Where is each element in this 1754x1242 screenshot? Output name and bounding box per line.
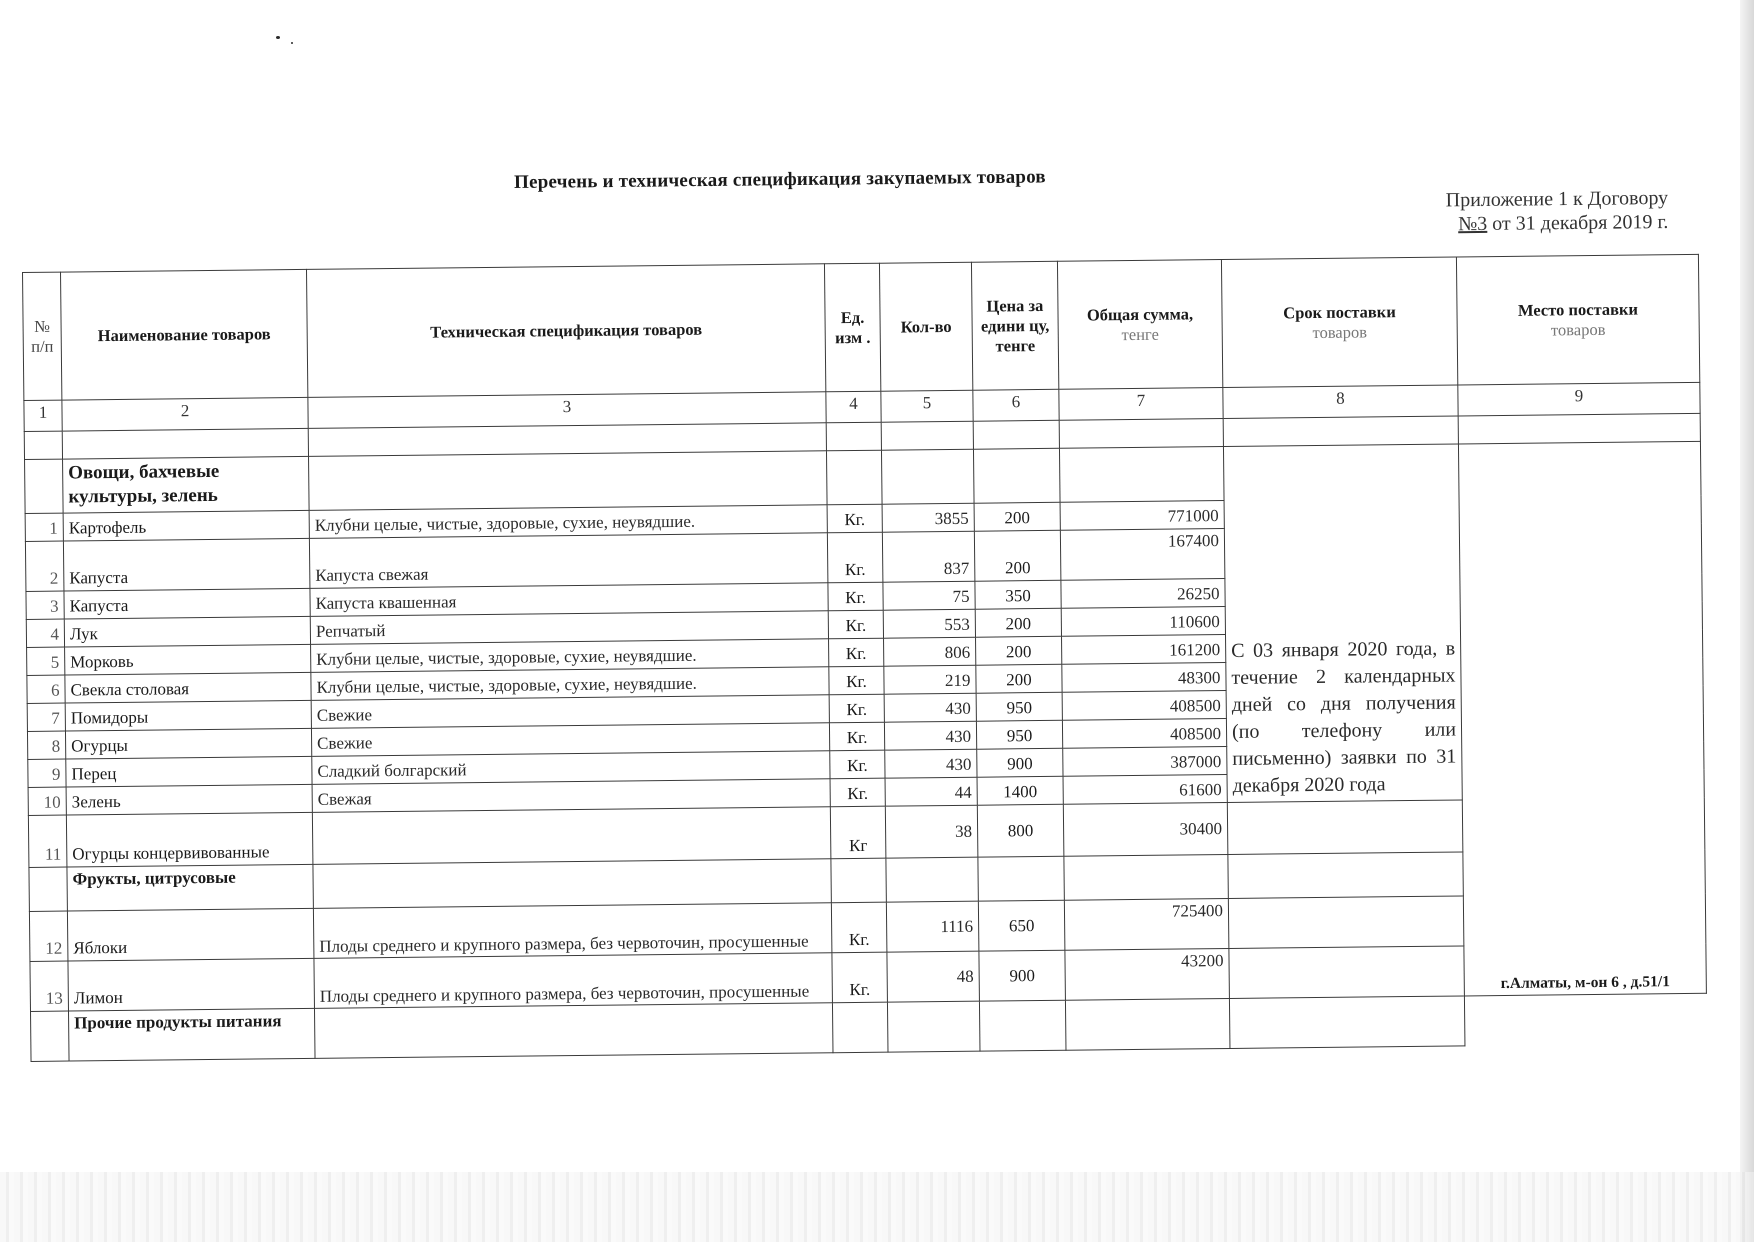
header-term-line2: товаров (1312, 321, 1368, 342)
row-qty: 3855 (882, 503, 974, 532)
row-spec (312, 807, 831, 865)
specification-table (22, 254, 1707, 1062)
row-qty: 219 (884, 665, 976, 694)
column-number: 1 (24, 400, 62, 431)
row-spec: Капуста свежая (309, 533, 828, 589)
row-unit: Кг. (832, 952, 888, 1003)
row-number: 3 (26, 591, 64, 619)
row-name: Огурцы (65, 728, 311, 759)
row-total: 771000 (1060, 501, 1224, 531)
row-total: 167400 (1060, 529, 1225, 581)
column-number: 5 (881, 390, 973, 422)
header-place-line2: товаров (1550, 319, 1606, 339)
row-unit: Кг. (830, 778, 885, 807)
row-unit: Кг. (827, 504, 882, 533)
row-qty: 48 (887, 951, 980, 1002)
section-title-vegetables: Овощи, бахчевые культуры, зелень (63, 456, 310, 513)
term-empty-cell (1228, 896, 1464, 949)
row-price: 1400 (977, 776, 1063, 805)
row-qty: 430 (885, 749, 977, 778)
header-term (1221, 257, 1457, 388)
section-title-other: Прочие продукты питания (68, 1008, 315, 1061)
header-name: Наименование товаров (61, 269, 308, 400)
column-number: 4 (826, 391, 881, 423)
row-unit: Кг (830, 806, 886, 859)
row-qty: 837 (882, 531, 975, 582)
column-number: 9 (1458, 382, 1700, 416)
row-price: 200 (976, 664, 1062, 693)
row-total: 161200 (1062, 634, 1226, 664)
appendix-line-1: Приложение 1 к Договору (1445, 186, 1669, 212)
header-unit: Ед. изм . (824, 263, 880, 392)
row-name: Морковь (65, 644, 311, 675)
row-price: 950 (976, 692, 1062, 721)
row-spec: Свежая (312, 779, 830, 813)
row-spec: Плоды среднего и крупного размера, без червоточин, просушенные (313, 903, 832, 959)
row-total: 26250 (1061, 579, 1225, 609)
row-number: 4 (26, 619, 64, 647)
row-qty: 44 (885, 777, 977, 806)
row-name: Зелень (66, 784, 312, 815)
row-spec: Сладкий болгарский (312, 751, 830, 785)
column-number: 3 (308, 392, 826, 429)
row-total: 408500 (1062, 718, 1226, 748)
row-number: 13 (30, 961, 69, 1011)
contract-number: №3 (1458, 212, 1488, 236)
row-name: Капуста (64, 588, 310, 619)
appendix-reference (1398, 186, 1668, 237)
contract-date: от 31 декабря 2019 г. (1487, 210, 1669, 235)
row-unit: Кг. (827, 532, 883, 583)
appendix-line-2 (1398, 210, 1668, 237)
row-qty: 553 (883, 609, 975, 638)
row-total: 408500 (1062, 690, 1226, 720)
document-title: Перечень и техническая спецификация закупаемых товаров (514, 166, 1046, 193)
scan-speck (276, 36, 280, 39)
row-spec: Клубни целые, чистые, здоровые, сухие, неувядшие. (311, 639, 829, 673)
specification-table-wrapper (22, 254, 1706, 1062)
header-total-line2: тенге (1121, 324, 1159, 344)
row-unit: Кг. (830, 750, 885, 779)
row-number: 2 (25, 541, 64, 591)
row-total: 387000 (1063, 746, 1227, 776)
scan-noise-bottom (0, 1172, 1754, 1242)
header-place-line1: Место поставки (1517, 299, 1639, 320)
row-price: 650 (978, 900, 1065, 951)
row-name: Яблоки (67, 908, 314, 961)
row-price: 200 (976, 636, 1062, 665)
row-spec: Репчатый (310, 611, 828, 645)
row-unit: Кг. (829, 666, 884, 695)
row-spec: Клубни целые, чистые, здоровые, сухие, неувядшие. (309, 505, 827, 539)
row-total: 725400 (1064, 898, 1229, 950)
row-number: 1 (25, 513, 63, 541)
row-total: 30400 (1063, 802, 1228, 856)
column-number: 6 (973, 389, 1059, 421)
row-price: 200 (975, 608, 1061, 637)
row-unit: Кг. (829, 694, 884, 723)
header-row (23, 254, 1700, 400)
row-number: 11 (28, 815, 67, 867)
row-price: 200 (974, 530, 1061, 581)
row-price: 950 (976, 720, 1062, 749)
section-title-fruits: Фрукты, цитрусовые (67, 864, 313, 911)
row-spec: Свежие (311, 695, 829, 729)
row-qty: 1116 (886, 901, 979, 952)
column-number: 7 (1059, 388, 1223, 421)
column-number: 8 (1223, 385, 1458, 419)
header-total (1057, 260, 1222, 390)
row-unit: Кг. (828, 582, 883, 611)
delivery-term-cell: С 03 января 2020 года, в течение 2 календарных дней со дня получения (по телефону или письменно) заявки по 31 декабря 2020 года (1223, 444, 1462, 803)
row-total: 43200 (1065, 948, 1230, 1000)
row-qty: 430 (884, 721, 976, 750)
row-spec: Клубни целые, чистые, здоровые, сухие, неувядшие. (311, 667, 829, 701)
row-qty: 38 (885, 805, 978, 858)
row-total: 48300 (1062, 662, 1226, 692)
delivery-place-cell: г.Алматы, м-он 6 , д.51/1 (1458, 441, 1706, 996)
row-name: Картофель (63, 510, 309, 541)
header-term-line1: Срок поставки (1283, 301, 1396, 322)
row-price: 900 (977, 748, 1063, 777)
row-total: 61600 (1063, 774, 1227, 804)
row-name: Капуста (63, 538, 310, 591)
column-number: 2 (62, 397, 308, 431)
row-price: 200 (974, 502, 1060, 531)
scan-edge-shadow (1740, 0, 1754, 1242)
row-qty: 75 (883, 581, 975, 610)
row-spec: Капуста квашенная (310, 583, 828, 617)
row-unit: Кг. (828, 610, 883, 639)
row-price: 350 (975, 580, 1061, 609)
header-spec: Техническая спецификация товаров (306, 264, 825, 398)
row-name: Лимон (68, 958, 315, 1011)
row-qty: 806 (884, 637, 976, 666)
row-qty: 430 (884, 693, 976, 722)
term-empty-cell (1227, 800, 1463, 855)
scan-speck (291, 42, 293, 44)
row-price: 900 (979, 950, 1066, 1001)
row-price: 800 (977, 804, 1064, 857)
row-unit: Кг. (829, 638, 884, 667)
header-price: Цена за едини цу, тенге (971, 261, 1058, 390)
row-spec: Свежие (311, 723, 829, 757)
row-unit: Кг. (831, 902, 887, 953)
row-spec: Плоды среднего и крупного размера, без червоточин, просушенные (314, 953, 833, 1009)
term-empty-cell (1229, 946, 1465, 999)
row-name: Свекла столовая (65, 672, 311, 703)
row-number: 10 (28, 787, 66, 815)
row-number: 6 (27, 675, 65, 703)
row-number: 12 (29, 911, 68, 961)
row-name: Лук (64, 616, 310, 647)
row-name: Помидоры (65, 700, 311, 731)
row-unit: Кг. (829, 722, 884, 751)
header-place (1456, 254, 1699, 385)
row-number: 8 (27, 731, 65, 759)
row-number: 5 (27, 647, 65, 675)
header-no: № п/п (23, 272, 62, 400)
row-name: Перец (66, 756, 312, 787)
row-number: 9 (28, 759, 66, 787)
header-total-line1: Общая сумма, (1086, 303, 1194, 324)
row-name: Огурцы концервивованные (66, 812, 313, 867)
header-qty: Кол-во (879, 262, 972, 391)
row-total: 110600 (1061, 607, 1225, 637)
row-number: 7 (27, 703, 65, 731)
